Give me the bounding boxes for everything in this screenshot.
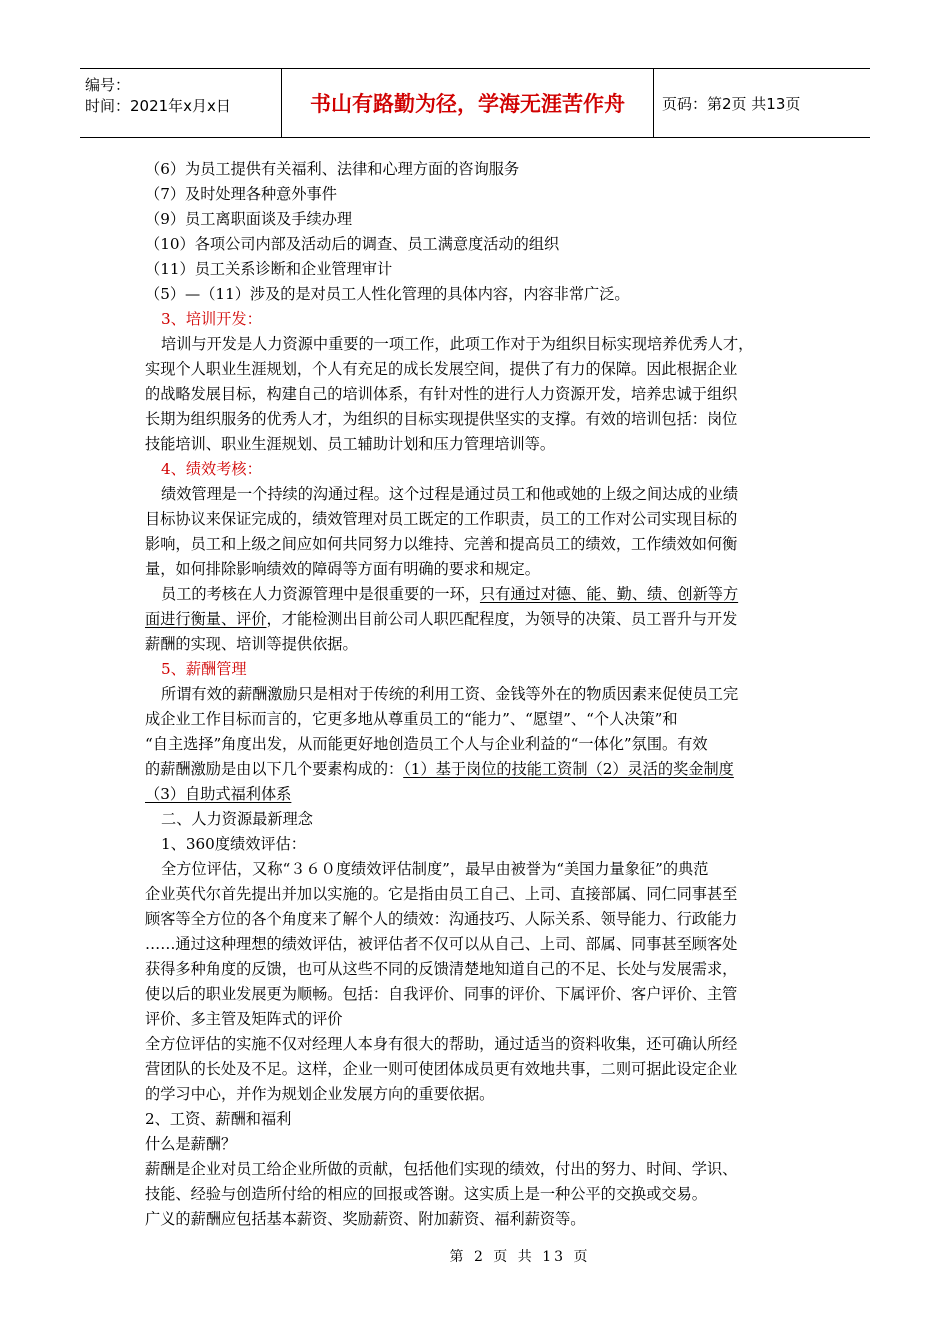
line-text: （11）员工关系诊断和企业管理审计 [145,260,393,278]
line-text: 影响，员工和上级之间应如何共同努力以维持、完善和提高员工的绩效，工作绩效如何衡 [145,535,738,553]
line-text: 企业英代尔首先提出并加以实施的。它是指由员工自己、上司、直接部属、同仁同事甚至 [145,885,738,903]
line-text: 二、人力资源最新理念 [161,810,313,828]
line-text: 技能培训、职业生涯规划、员工辅助计划和压力管理培训等。 [145,435,556,453]
text-line [145,582,811,607]
page-header [80,68,870,138]
line-text: 获得多种角度的反馈，也可从这些不同的反馈清楚地知道自己的不足、长处与发展需求， [145,960,738,978]
line-text: 的战略发展目标，构建自己的培训体系，有针对性的进行人力资源开发，培养忠诚于组织 [145,385,738,403]
text-line [145,632,811,657]
text-line [145,532,811,557]
line-text: 顾客等全方位的各个角度来了解个人的绩效：沟通技巧、人际关系、领导能力、行政能力 [145,910,738,928]
header-motto: 书山有路勤为径，学海无涯苦作舟 [281,69,654,137]
line-text: （7）及时处理各种意外事件 [145,185,337,203]
text-line [145,507,811,532]
text-line [145,932,811,957]
line-text: “自主选择”角度出发，从而能更好地创造员工个人与企业利益的“一体化”氛围。有效 [145,735,708,753]
line-text: 全方位评估的实施不仅对经理人本身有很大的帮助，通过适当的资料收集，还可确认所经 [145,1035,738,1053]
text-line [145,1107,811,1132]
line-text: 广义的薪酬应包括基本薪资、奖励薪资、附加薪资、福利薪资等。 [145,1210,586,1228]
text-line [145,357,811,382]
line-text: 5、薪酬管理 [161,660,247,678]
text-line [145,782,811,807]
underlined-text: （3）自助式福利体系 [145,785,292,803]
line-text: 所谓有效的薪酬激励只是相对于传统的利用工资、金钱等外在的物质因素来促使员工完 [161,685,739,703]
document-body [145,157,811,1232]
text-line [145,332,811,357]
text-line [145,432,811,457]
underlined-text: （1）基于岗位的技能工资制（2）灵活的奖金制度 [403,760,734,778]
page-footer: 第 2 页 共 13 页 [449,1249,591,1265]
line-text: 薪酬是企业对员工给企业所做的贡献，包括他们实现的绩效，付出的努力、时间、学识、 [145,1160,738,1178]
line-text: 营团队的长处及不足。这样，企业一则可使团体成员更有效地共事，二则可据此设定企业 [145,1060,738,1078]
document-number-label: 编号： [85,76,131,94]
document-date-label: 时间：2021年x月x日 [85,97,231,115]
text-line [145,1132,811,1157]
line-text: 薪酬的实现、培训等提供依据。 [145,635,358,653]
line-text: 评价、多主管及矩阵式的评价 [145,1010,343,1028]
line-text: 全方位评估，又称“３６０度绩效评估制度”，最早由被誉为“美国力量象征”的典范 [161,860,709,878]
line-text: （5）—（11）涉及的是对员工人性化管理的具体内容，内容非常广泛。 [145,285,630,303]
text-line [145,407,811,432]
header-page-label: 页码：第2页 共13页 [662,94,801,113]
text-line [145,557,811,582]
line-text: 成企业工作目标而言的，它更多地从尊重员工的“能力”、“愿望”、“个人决策”和 [145,710,678,728]
text-line [145,482,811,507]
header-meta [80,69,281,137]
line-text: 3、培训开发： [161,310,262,328]
text-line [145,1007,811,1032]
text-line [145,757,811,782]
line-text-continued: ，才能检测出目前公司人职匹配程度，为领导的决策、员工晋升与开发 [266,610,738,628]
text-line [145,307,811,332]
underlined-text: 面进行衡量、评价 [145,610,267,628]
line-text: 绩效管理是一个持续的沟通过程。这个过程是通过员工和他或她的上级之间达成的业绩 [161,485,739,503]
line-text: 2、工资、薪酬和福利 [145,1110,292,1128]
line-text: 4、绩效考核： [161,460,262,478]
underlined-text: 只有通过对德、能、勤、绩、创新等方 [479,585,739,603]
text-line [145,282,811,307]
line-text: 长期为组织服务的优秀人才，为组织的目标实现提供坚实的支撑。有效的培训包括：岗位 [145,410,738,428]
text-line [145,157,811,182]
text-line [145,982,811,1007]
text-line [145,1157,811,1182]
text-line [145,657,811,682]
text-line [145,1082,811,1107]
text-line [145,207,811,232]
text-line [145,832,811,857]
line-text: （6）为员工提供有关福利、法律和心理方面的咨询服务 [145,160,520,178]
text-line [145,232,811,257]
text-line [145,907,811,932]
text-line [145,882,811,907]
line-text: （9）员工离职面谈及手续办理 [145,210,353,228]
text-line [145,682,811,707]
text-line [145,607,811,632]
line-text: 的薪酬激励是由以下几个要素构成的： [145,760,404,778]
line-text: 技能、经验与创造所付给的相应的回报或答谢。这实质上是一种公平的交换或交易。 [145,1185,707,1203]
line-text: 1、360度绩效评估： [161,835,306,853]
text-line [145,807,811,832]
line-text: ……通过这种理想的绩效评估，被评估者不仅可以从自己、上司、部属、同事甚至顾客处 [145,935,738,953]
text-line [145,457,811,482]
line-text: 量，如何排除影响绩效的障碍等方面有明确的要求和规定。 [145,560,540,578]
text-line [145,182,811,207]
text-line [145,957,811,982]
line-text: （10）各项公司内部及活动后的调查、员工满意度活动的组织 [145,235,560,253]
line-text: 什么是薪酬？ [145,1135,237,1153]
text-line [145,382,811,407]
text-line [145,1207,811,1232]
line-text: 员工的考核在人力资源管理中是很重要的一环， [161,585,480,603]
line-text: 培训与开发是人力资源中重要的一项工作，此项工作对于为组织目标实现培养优秀人才， [161,335,754,353]
text-line [145,707,811,732]
text-line [145,1057,811,1082]
line-text: 的学习中心，并作为规划企业发展方向的重要依据。 [145,1085,495,1103]
text-line [145,732,811,757]
text-line [145,1032,811,1057]
text-line [145,857,811,882]
line-text: 使以后的职业发展更为顺畅。包括：自我评价、同事的评价、下属评价、客户评价、主管 [145,985,738,1003]
text-line [145,257,811,282]
text-line [145,1182,811,1207]
line-text: 目标协议来保证完成的，绩效管理对员工既定的工作职责，员工的工作对公司实现目标的 [145,510,738,528]
line-text: 实现个人职业生涯规划，个人有充足的成长发展空间，提供了有力的保障。因此根据企业 [145,360,738,378]
